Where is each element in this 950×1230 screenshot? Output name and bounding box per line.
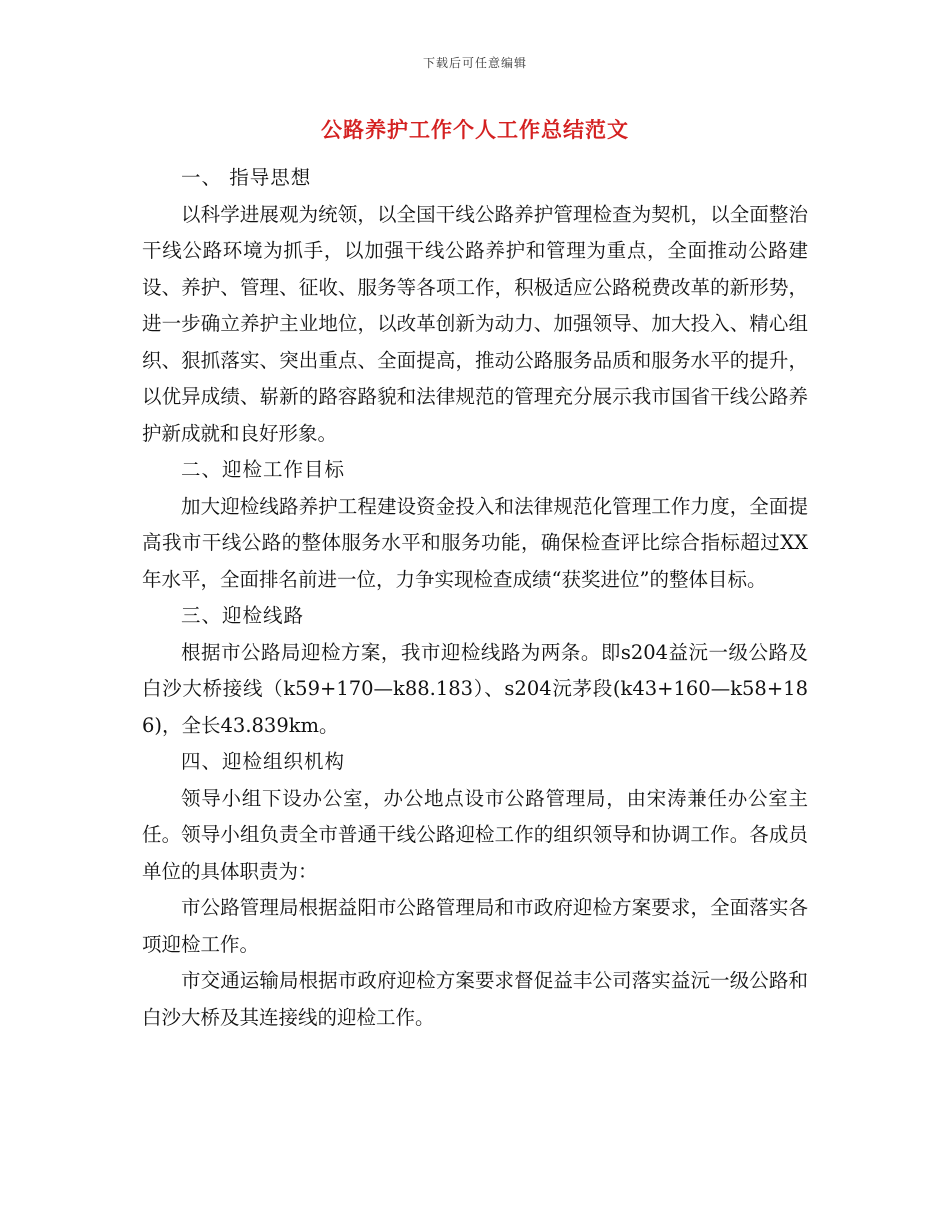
section-heading-3: 三、迎检线路 [181, 604, 305, 627]
paragraph-organization: 领导小组下设办公室，办公地点设市公路管理局，由宋涛兼任办公室主任。领导小组负责全市普通干线公路迎检工作的组织领导和协调工作。各成员单位的具体职责为： [142, 786, 808, 883]
section-heading-2: 二、迎检工作目标 [181, 458, 346, 481]
document-body [142, 160, 808, 1036]
paragraph-work-goals: 加大迎检线路养护工程建设资金投入和法律规范化管理工作力度，全面提高我市干线公路的整体服务水平和服务功能，确保检查评比综合指标超过XX年水平，全面排名前进一位，力争实现检查成绩“获奖进位”的整体目标。 [142, 494, 808, 591]
document-title: 公路养护工作个人工作总结范文 [321, 117, 629, 142]
paragraph-highway-bureau-duty: 市公路管理局根据益阳市公路管理局和市政府迎检方案要求，全面落实各项迎检工作。 [142, 896, 808, 956]
paragraph-inspection-routes: 根据市公路局迎检方案，我市迎检线路为两条。即s204益沅一级公路及白沙大桥接线（k59+170—k88.183）、s204沅茅段(k43+160—k58+186)，全长43.839km。 [142, 640, 808, 737]
section-heading-1: 一、 指导思想 [181, 166, 312, 189]
header-note: 下载后可任意编辑 [422, 56, 527, 70]
paragraph-guiding-thought: 以科学进展观为统领，以全国干线公路养护管理检查为契机，以全面整治干线公路环境为抓手，以加强干线公路养护和管理为重点，全面推动公路建设、养护、管理、征收、服务等各项工作，积极适应公路税费改革的新形势，进一步确立养护主业地位，以改革创新为动力、加强领导、加大投入、精心组织、狠抓落实、突出重点、全面提高，推动公路服务品质和服务水平的提升，以优异成绩、崭新的路容路貌和法律规范的管理充分展示我市国省干线公路养护新成就和良好形象。 [142, 202, 808, 445]
paragraph-transport-bureau-duty: 市交通运输局根据市政府迎检方案要求督促益丰公司落实益沅一级公路和白沙大桥及其连接线的迎检工作。 [142, 969, 808, 1029]
section-heading-4: 四、迎检组织机构 [181, 750, 346, 773]
